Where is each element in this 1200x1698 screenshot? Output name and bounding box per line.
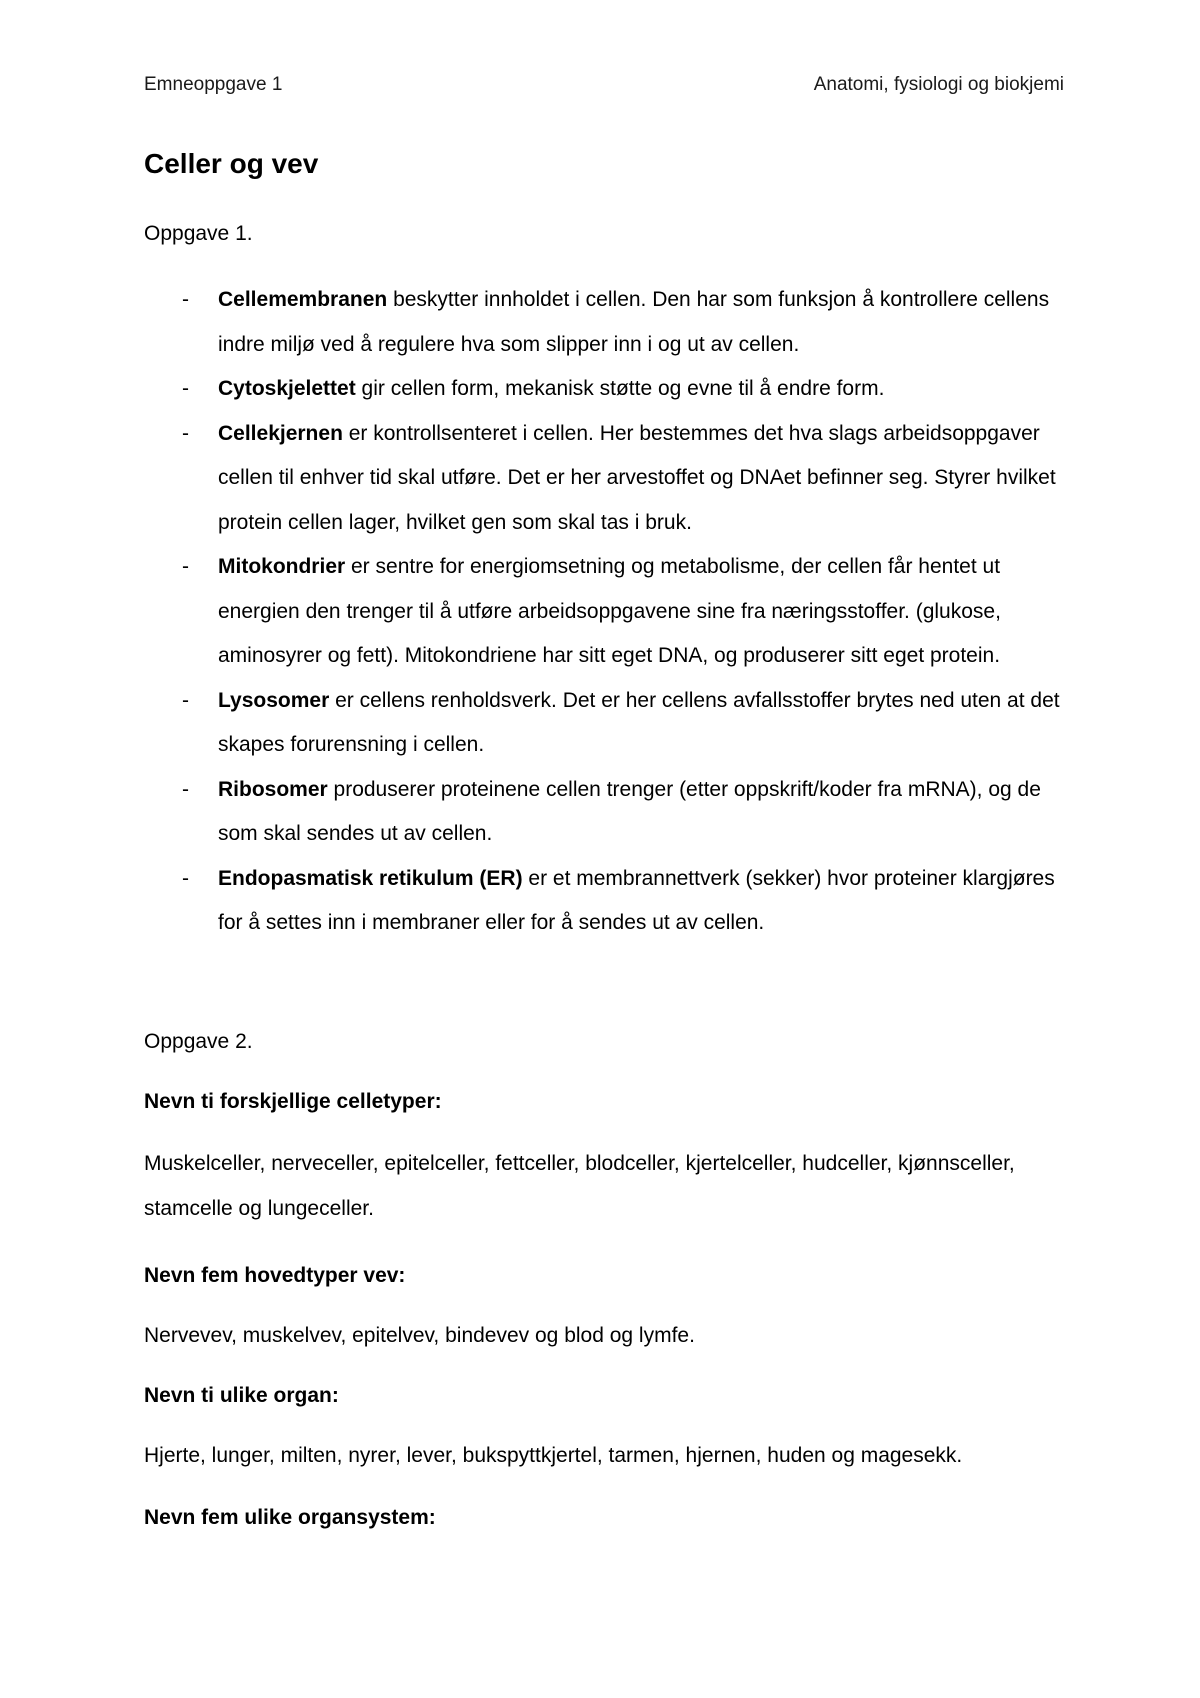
list-item-term: Cytoskjelettet [218, 377, 356, 400]
bullet-dash: - [182, 377, 189, 400]
list-item [144, 857, 1074, 946]
list-item [144, 679, 1074, 768]
task1-label: Oppgave 1. [144, 222, 253, 245]
list-item [144, 367, 1074, 412]
question-organ-systems: Nevn fem ulike organsystem: [144, 1506, 436, 1529]
document-title: Celler og vev [144, 148, 319, 179]
list-item [144, 768, 1074, 857]
list-item [144, 412, 1074, 546]
list-item-text: produserer proteinene cellen trenger (etter oppskrift/koder fra mRNA), og de som skal sendes ut av cellen. [218, 777, 1041, 845]
bullet-dash: - [182, 777, 189, 801]
list-item-term: Cellemembranen [218, 288, 388, 311]
list-item-term: Ribosomer [218, 777, 328, 801]
question-organs: Nevn ti ulike organ: [144, 1384, 339, 1407]
bullet-dash: - [182, 688, 189, 712]
answer-cell-types: Muskelceller, nerveceller, epitelceller, fettceller, blodceller, kjertelceller, hudceller, kjønnsceller, stamcelle og lungeceller. [144, 1152, 1015, 1220]
bullet-dash: - [182, 288, 189, 311]
list-item [144, 278, 1074, 367]
task2-label: Oppgave 2. [144, 1030, 253, 1053]
header-subject: Anatomi, fysiologi og biokjemi [813, 74, 1064, 95]
list-item [144, 545, 1074, 679]
page-header [144, 74, 1064, 100]
list-item-term: Lysosomer [218, 688, 330, 712]
list-item-term: Cellekjernen [218, 421, 343, 445]
list-item-term: Endopasmatisk retikulum (ER) [218, 866, 523, 890]
list-item-text: beskytter innholdet i cellen. Den har som funksjon å kontrollere cellens indre miljø ved å regulere hva som slipper inn i og ut av cellen. [218, 288, 1050, 356]
list-item-text: er et membrannettverk (sekker) hvor proteiner klargjøres for å settes inn i membraner eller for å sendes ut av cellen. [218, 866, 1055, 934]
list-item-text: er cellens renholdsverk. Det er her cellens avfallsstoffer brytes ned uten at det skapes forurensning i cellen. [218, 688, 1060, 756]
list-item-text: gir cellen form, mekanisk støtte og evne til å endre form. [355, 377, 885, 400]
question-tissue-types: Nevn fem hovedtyper vev: [144, 1264, 406, 1287]
bullet-dash: - [182, 421, 189, 445]
header-course-code: Emneoppgave 1 [144, 74, 283, 95]
answer-organs: Hjerte, lunger, milten, nyrer, lever, bukspyttkjertel, tarmen, hjernen, huden og magesekk. [144, 1444, 963, 1467]
organelle-list [144, 278, 1074, 946]
question-cell-types: Nevn ti forskjellige celletyper: [144, 1090, 442, 1113]
bullet-dash: - [182, 866, 189, 890]
list-item-text: er kontrollsenteret i cellen. Her bestemmes det hva slags arbeidsoppgaver cellen til enhver tid skal utføre. Det er her arvestoffet og DNAet befinner seg. Styrer hvilket protein cellen lager, hvilket gen som skal tas i bruk. [218, 421, 1056, 534]
list-item-term: Mitokondrier [218, 555, 346, 578]
list-item-text: er sentre for energiomsetning og metabolisme, der cellen får hentet ut energien den trenger til å utføre arbeidsoppgavene sine fra næringsstoffer. (glukose, aminosyrer og fett). Mitokondriene har sitt eget DNA, og produserer sitt eget protein. [218, 555, 1001, 667]
bullet-dash: - [182, 555, 189, 578]
answer-tissue-types: Nervevev, muskelvev, epitelvev, bindevev og blod og lymfe. [144, 1324, 695, 1347]
